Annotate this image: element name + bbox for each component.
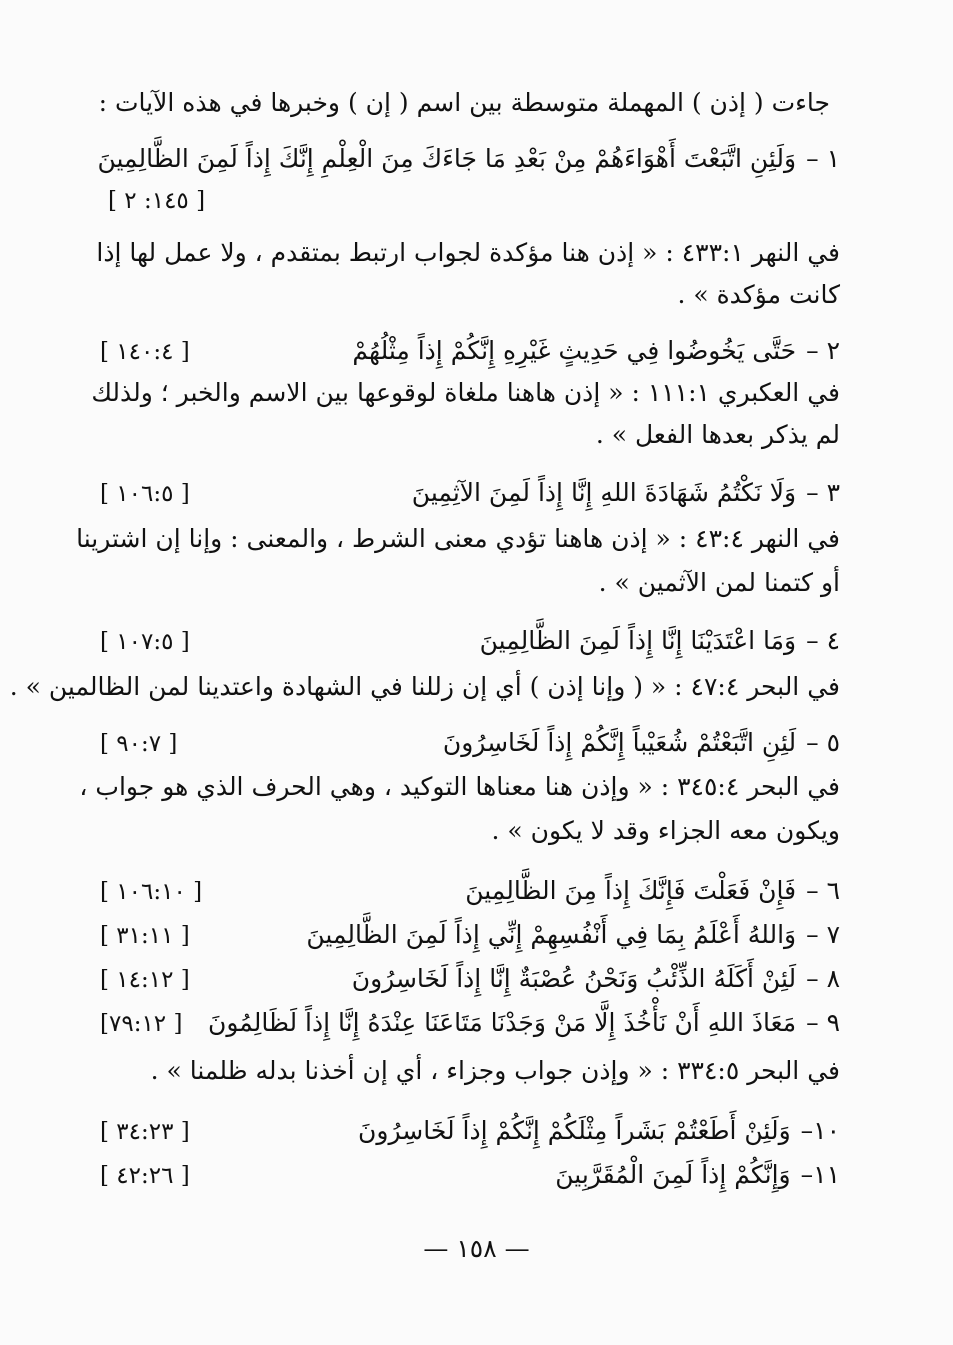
verse-4 — [100, 624, 840, 659]
verse-text: لَئِنِ اتَّبَعْتُمْ شُعَيْباً إِنَّكُمْ إِذاً لَخَاسِرُونَ — [442, 728, 797, 757]
verse-text: وَلَا نَكْتُمُ شَهَادَةَ اللهِ إِنَّا إِذاً لَمِنَ الآثِمِينَ — [411, 478, 797, 507]
verse-ref: [ ١٠٧:٥ ] — [100, 629, 190, 655]
verse-text: وَلَئِنْ أَطَعْتُمْ بَشَراً مِثْلَكُمْ إِنَّكُمْ إِذاً لَخَاسِرُونَ — [358, 1116, 791, 1145]
verse-text: فَإِنْ فَعَلْتَ فَإِنَّكَ إِذاً مِنَ الظَّالِمِينَ — [465, 876, 797, 905]
verse-number: ٣ – — [806, 478, 840, 507]
page-footer — [0, 1234, 953, 1263]
verse-11 — [100, 1158, 840, 1193]
verse-number: ٨ – — [806, 964, 840, 993]
verse-text: مَعَاذَ اللهِ أَنْ نَأْخُذَ إِلَّا مَنْ وَجَدْنَا مَتَاعَنَا عِنْدَهُ إِنَّا إِذاً لَظَالِمُونَ — [207, 1008, 797, 1037]
verse-ref: [ ١٠٦:١٠ ] — [100, 879, 203, 905]
verse-7 — [100, 918, 840, 953]
verse-text: وَإِنَّكُمْ إِذاً لَمِنَ الْمُقَرَّبِينَ — [555, 1160, 791, 1189]
verse-ref: [ ١٤:١٢ ] — [100, 967, 190, 993]
commentary-line: أو كتمنا لمن الآثمين » . — [598, 568, 840, 597]
verse-9 — [100, 1006, 840, 1041]
verse-10 — [100, 1114, 840, 1149]
commentary-line: ويكون معه الجزاء وقد لا يكون » . — [491, 816, 840, 845]
verse-2 — [100, 334, 840, 369]
verse-number: ١١– — [800, 1160, 840, 1189]
commentary-line: لم يذكر بعدها الفعل » . — [595, 420, 840, 449]
verse-text: وَلَئِنِ اتَّبَعْتَ أَهْوَاءَهُمْ مِنْ بَعْدِ مَا جَاءَكَ مِنَ الْعِلْمِ إِنَّكَ إِذاً لَمِنَ الظَّالِمِينَ — [97, 144, 797, 173]
verse-8 — [100, 962, 840, 997]
verse-number: ١ – — [806, 144, 840, 173]
commentary-line: كانت مؤكدة » . — [677, 280, 840, 309]
verse-number: ٩ – — [806, 1008, 840, 1037]
verse-3 — [100, 476, 840, 511]
verse-5 — [100, 726, 840, 761]
verse-ref: [ ٣٤:٢٣ ] — [100, 1119, 190, 1145]
verse-ref: [ ٤٢:٢٦ ] — [100, 1163, 190, 1189]
verse-number: ٧ – — [806, 920, 840, 949]
verse-number: ٥ – — [806, 728, 840, 757]
verse-ref: [ ١٤٠:٤ ] — [100, 339, 190, 365]
verse-text: لَئِنْ أَكَلَهُ الذِّئْبُ وَنَحْنُ عُصْبَةٌ إِنَّا إِذاً لَخَاسِرُونَ — [351, 964, 797, 993]
commentary-line: في البحر ٤٧:٤ : « ( وإنا إذن ) أي إن زللنا في الشهادة واعتدينا لمن الظالمين » . — [9, 672, 840, 701]
verse-number: ١٠– — [800, 1116, 840, 1145]
verse-ref: [ ٣١:١١ ] — [100, 923, 190, 949]
verse-text: حَتَّى يَخُوضُوا فِي حَدِيثٍ غَيْرِهِ إِنَّكُمْ إِذاً مِثْلُهُمْ — [352, 336, 797, 365]
verse-number: ٦ – — [806, 876, 840, 905]
commentary-line: في البحر ٣٣٤:٥ : « وإذن جواب وجزاء ، أي إن أخذنا بدله ظلمنا » . — [150, 1056, 840, 1085]
verse-ref: [٧٩:١٢ ] — [100, 1011, 183, 1037]
verse-ref: [ ١٤٥: ٢ ] — [108, 188, 206, 214]
page-number: — ١٥٨ — — [423, 1234, 530, 1263]
verse-ref: [ ٩٠:٧ ] — [100, 731, 178, 757]
verse-text: وَمَا اعْتَدَيْنَا إِنَّا إِذاً لَمِنَ الظَّالِمِينَ — [479, 626, 797, 655]
commentary-line: في العكبري ١١١:١ : « إذن هاهنا ملغاة لوقوعها بين الاسم والخبر ؛ ولذلك — [91, 378, 840, 407]
verse-number: ٤ – — [806, 626, 840, 655]
commentary-line: في البحر ٣٤٥:٤ : « وإذن هنا معناها التوكيد ، وهي الحرف الذي هو جواب ، — [79, 772, 840, 801]
verse-6 — [100, 874, 840, 909]
commentary-line: في النهر ٤٣٣:١ : « إذن هنا مؤكدة لجواب ارتبط بمتقدم ، ولا عمل لها إذا — [96, 238, 840, 267]
intro-text: جاءت ( إذن ) المهملة متوسطة بين اسم ( إن ) وخبرها في هذه الآيات : — [98, 88, 830, 117]
verse-text: وَاللهُ أَعْلَمُ بِمَا فِي أَنْفُسِهِمْ إِنِّي إِذاً لَمِنَ الظَّالِمِينَ — [306, 920, 797, 949]
verse-1 — [97, 142, 840, 176]
commentary-line: في النهر ٤٣:٤ : « إذن هاهنا تؤدي معنى الشرط ، والمعنى : وإنا إن اشترينا — [76, 524, 840, 553]
verse-ref: [ ١٠٦:٥ ] — [100, 481, 190, 507]
verse-number: ٢ – — [806, 336, 840, 365]
